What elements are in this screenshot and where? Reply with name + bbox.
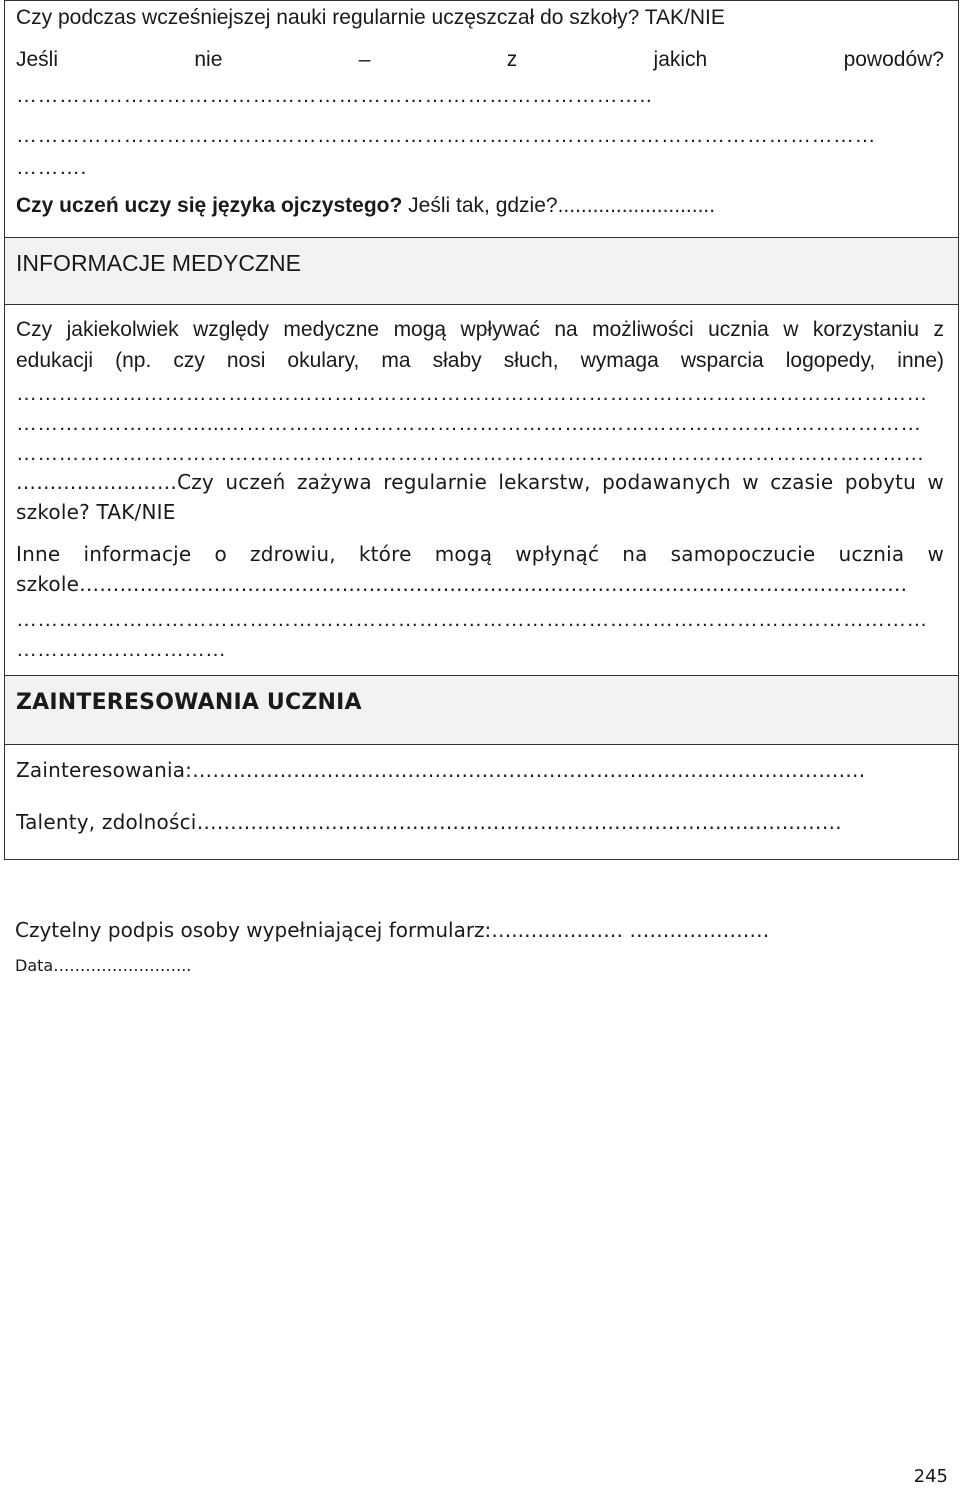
- question-word: ucznia: [708, 318, 769, 341]
- question-native-language-bold: Czy uczeń uczy się języka ojczystego?: [16, 194, 403, 217]
- question-word: podawanych: [602, 470, 731, 494]
- question-word: wpływać: [460, 318, 540, 341]
- question-word: wymaga: [580, 349, 659, 372]
- question-word: względy: [193, 318, 269, 341]
- section-title-interests: ZAINTERESOWANIA UCZNIA: [16, 690, 362, 715]
- question-word: okulary,: [287, 349, 360, 372]
- question-word: ucznia: [838, 542, 905, 566]
- question-word: powodów?: [843, 48, 944, 71]
- question-word: które: [358, 542, 412, 566]
- signature-field[interactable]: Czytelny podpis osoby wypełniającej formularz:…..…...……… …………………: [15, 918, 770, 942]
- question-word: (np.: [115, 349, 152, 372]
- page-number: 245: [913, 1466, 948, 1487]
- dotted-line: …………………………………………………………………………………………………………………: [16, 608, 928, 631]
- question-word: jakiekolwiek: [66, 318, 179, 341]
- question-word: Jeśli: [16, 48, 59, 71]
- question-attendance: Czy podczas wcześniejszej nauki regularnie uczęszczał do szkoły? TAK/NIE: [16, 6, 725, 29]
- question-word: słuch,: [503, 349, 559, 372]
- date-field[interactable]: Data……………………..: [15, 956, 192, 975]
- question-word: zdrowiu,: [250, 542, 336, 566]
- question-word: inne): [897, 349, 944, 372]
- talents-field[interactable]: Talenty, zdolności………………………………………………………………………...…...……: [16, 810, 842, 834]
- question-word: w: [927, 542, 944, 566]
- question-word: jakich: [653, 48, 708, 71]
- question-word: w: [783, 318, 799, 341]
- question-word: pobytu: [844, 470, 917, 494]
- question-word: słaby: [432, 349, 482, 372]
- question-word: o: [214, 542, 227, 566]
- dotted-line: ………………………...……………………………………………...………………………………………: [16, 412, 922, 435]
- dotted-line: ……………………………………………………………………………...…………………………………: [16, 442, 925, 465]
- interests-field[interactable]: Zainteresowania:……………………………………………………………………………………….: [16, 758, 866, 782]
- section-header-interests: [5, 675, 958, 745]
- question-word: w: [742, 470, 759, 494]
- question-word: medyczne: [283, 318, 380, 341]
- question-word: ma: [381, 349, 411, 372]
- dotted-line: …………………………………………………………………………………………………………: [16, 124, 876, 147]
- question-word: korzystaniu: [812, 318, 920, 341]
- question-native-language: [5, 191, 958, 221]
- question-word: samopoczucie: [670, 542, 816, 566]
- question-word: na: [554, 318, 578, 341]
- question-word: lekarstw,: [498, 470, 591, 494]
- dotted-line: ……….: [16, 156, 87, 179]
- dotted-line: …………………………: [16, 638, 226, 661]
- question-word: w: [927, 470, 944, 494]
- question-word: zażywa: [296, 470, 372, 494]
- question-word: regularnie: [383, 470, 487, 494]
- question-word: uczeń: [225, 470, 286, 494]
- question-word: wsparcia: [680, 349, 764, 372]
- dotted-line: ……………………………………………………………………………..: [16, 84, 653, 107]
- question-word: Inne: [16, 542, 61, 566]
- section-header-medical: [5, 237, 958, 305]
- question-word: logopedy,: [785, 349, 876, 372]
- question-word: czasie: [770, 470, 834, 494]
- question-word: mogą: [393, 318, 447, 341]
- question-word: możliwości: [592, 318, 694, 341]
- question-word: Czy: [16, 318, 53, 341]
- question-word: czy: [173, 349, 205, 372]
- question-word: nosi: [226, 349, 266, 372]
- question-word: z: [933, 318, 944, 341]
- question-word: nie: [194, 48, 223, 71]
- medication-question-line1: [5, 467, 958, 497]
- question-word: na: [622, 542, 648, 566]
- dotted-line: …………………………………………………………………………………………………………………: [16, 382, 928, 405]
- question-native-language-rest: Jeśli tak, gdzie?...........................: [402, 194, 716, 217]
- question-word: …………...………Czy: [16, 470, 214, 494]
- medical-question-line1: [5, 315, 958, 345]
- question-word: edukacji: [16, 349, 94, 372]
- question-word: mogą: [434, 542, 493, 566]
- form-box: [4, 0, 959, 860]
- question-word: informacje: [83, 542, 192, 566]
- question-word: z: [506, 48, 518, 71]
- other-health-info-line2: szkole……………………………………………………………………………………………………………: [16, 572, 908, 596]
- section-title-medical: INFORMACJE MEDYCZNE: [16, 250, 301, 276]
- other-health-info-line1: [5, 539, 958, 569]
- question-absence-reason: [5, 45, 958, 75]
- question-word: –: [358, 48, 371, 71]
- medical-question-line2: [5, 346, 958, 376]
- medication-question-line2: szkole? TAK/NIE: [16, 500, 176, 524]
- question-word: wpłynąć: [515, 542, 600, 566]
